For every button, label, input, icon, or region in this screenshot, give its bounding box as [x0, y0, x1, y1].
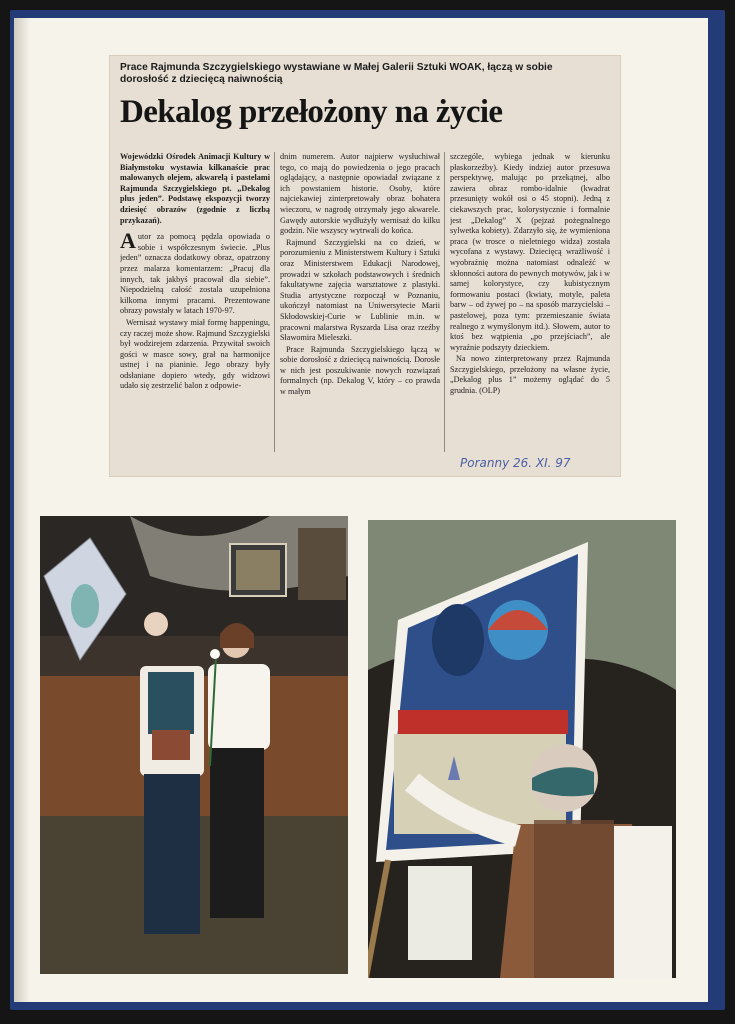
- photo-artist-with-woman-image: [40, 516, 348, 974]
- article-column-3: [450, 152, 610, 457]
- newspaper-clipping: [110, 56, 620, 476]
- article-column-2: [280, 152, 440, 457]
- column-rule: [444, 152, 445, 452]
- column-2-paragraph-3: Prace Rajmunda Szczygielskiego łączą w sobie dorosłość z dziecięcą naiwnością. Dorosłe w nich jest poszukiwanie nowych rozwiązań formalnych (np. Dekalog V, który – co prawda w małym: [280, 344, 440, 397]
- photo-artist-with-painting-image: [368, 520, 676, 978]
- drop-cap: A: [120, 228, 136, 254]
- article-kicker: Prace Rajmunda Szczygielskiego wystawiane w Małej Galerii Sztuki WOAK, łączą w sobie dorosłość z dziecięcą naiwnością: [120, 62, 553, 85]
- photo-artist-with-woman: [40, 516, 348, 974]
- column-3-paragraph-2: Na nowo zinterpretowany przez Rajmunda Szczygielskiego, przełożony na własne życie, „Dekalog plus 1” możemy oglądać do 5 grudnia. (OLP): [450, 354, 610, 396]
- column-2-paragraph-2: Rajmund Szczygielski na co dzień, w porozumieniu z Ministerstwem Kultury i Sztuki oraz Ministerstwem Edukacji Narodowej, prowadzi w szkołach podstawowych i średnich fakultatywne zajęcia warsztatowe z plastyki. Studia artystyczne rozpoczął w Poznaniu, ukończył natomiast na Uniwersytecie Marii Skłodowskiej-Curie w Lublinie m.in. w pracowni malarstwa Ryszarda Lisa oraz rzeźby Sławomira Mieleszki.: [280, 237, 440, 343]
- column-1-paragraph-1: utor za pomocą pędzla opowiada o sobie i współczesnym świecie. „Plus jeden” oznacza dodatkowy obraz, opatrzony przez malarza komentarzem: „Pracuj dla innych, tak jakbyś pracował dla siebie”. Niepodzielną całość zostala uzupełniona kilkoma innymi pracami. Prezentowane obrazy powstały w latach 1970-97.: [120, 232, 270, 316]
- article-intro: Wojewódzki Ośrodek Animacji Kultury w Białymstoku wystawia kilkanaście prac malowanych olejem, akwarelą i pastelami Rajmunda Szczygielskiego pt. „Dekalog plus jeden”. Podstawę ekspozycji tworzy dziesięć obrazów (zgodnie z liczbą przykazań).: [120, 152, 270, 225]
- column-2-paragraph-1: dnim numerem. Autor najpierw wysłuchiwał tego, co mają do powiedzenia o jego pracach oglądający, a następnie opowiadał związane z ich powstaniem historie. Osoby, które najciekawiej zinterpretowały obraz bohatera wieczoru, w nagrodę otrzymały jego akwarele. Gawędy autorskie wydłużyły wernisaż do kilku godzin. Nie wszyscy wytrwali do końca.: [280, 152, 440, 236]
- column-3-paragraph-1: szczególe, wybiega jednak w kierunku płaskorzeźby). Kiedy indziej autor przesuwa perspektywę, malując po przekątnej, albo zawiera obraz rombo-idalnie (kwadrat przesunięty wokół osi o 45 stopni). Jedną z ciekawszych prac, kolorystycznie i formalnie jest „Dekalog” X (pejzaż pożegnalnego sylwetka kobiety). Zdarzyło się, że wymieniona praca (w trosce o nieletniego widza) została wycofana z wystawy. Dziecięcą wrażliwość i wyobraźnię można natomiast odnaleźć w skłonności autora do pewnych motywów, jak i w samej kolorystyce, czy kubistycznym formowaniu postaci (kwiaty, motyle, paleta barw – od żywej po – na sposób marzycielski – pastelowej, poza tym: przemieszanie świata realnego z wymyślonym itd.). Słowem, autor to ktoś bez wątpienia „po przejściach”, ale wyraźnie podszyty dzieckiem.: [450, 152, 610, 352]
- photo-artist-with-painting: [368, 520, 676, 978]
- page-gutter: [14, 18, 30, 1002]
- column-rule: [274, 152, 275, 452]
- article-byline: (OLP): [479, 386, 501, 396]
- handwritten-date-note: Poranny 26. XI. 97: [460, 456, 571, 470]
- article-column-1: [120, 152, 270, 457]
- article-headline: Dekalog przełożony na życie: [120, 94, 503, 130]
- column-1-paragraph-2: Wernisaż wystawy miał formę happeningu, czy raczej może show. Rajmund Szczygielski był wodzirejem zdarzenia. Przywitał swoich gości w masce sowy, grał na harmonijce ustnej i na pianinie. Jego obrazy były odsłaniane dopiero wtedy, gdy widzowi udało się zestrzelić balon z odpowie-: [120, 317, 270, 391]
- scrapbook-page: [14, 18, 708, 1002]
